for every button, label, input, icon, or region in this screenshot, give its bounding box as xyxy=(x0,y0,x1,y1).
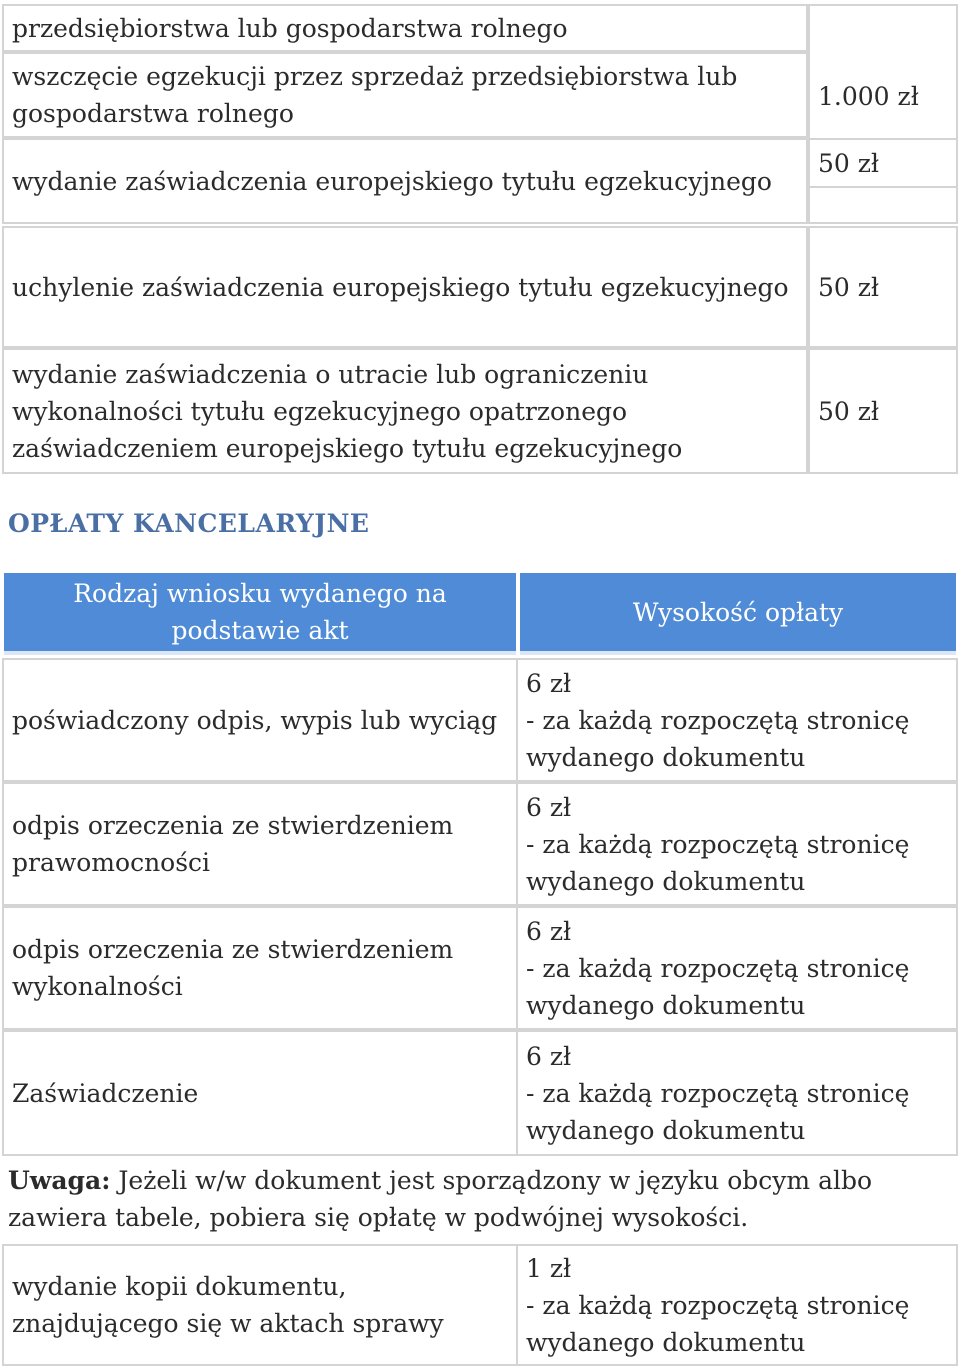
fee-row-5-amount-text: 50 zł xyxy=(818,396,880,426)
fee-row-4-amount xyxy=(808,226,958,348)
office-row-3-fee-line-3: wydanego dokumentu xyxy=(526,990,806,1020)
fee-row-5-amount xyxy=(808,348,958,474)
office-row-3-fee-line-2: - za każdą rozpoczętą stronicę xyxy=(526,953,910,983)
fee-row-1-desc-line-1: przedsiębiorstwa lub gospodarstwa rolnego xyxy=(12,13,568,43)
office-header-type-line-1: Rodzaj wniosku wydanego na xyxy=(73,579,447,608)
office-row-3-desc-line-2: wykonalności xyxy=(12,972,183,1001)
fee-row-4-desc-line-1: uchylenie zaświadczenia europejskiego tytułu egzekucyjnego xyxy=(12,272,789,302)
office-row-3-fee xyxy=(516,906,958,1030)
copy-row-fee-line-3: wydanego dokumentu xyxy=(526,1327,806,1357)
fee-row-2-amount: 1.000 zł xyxy=(818,81,919,111)
office-row-3-fee-line-1: 6 zł xyxy=(526,916,572,946)
office-header-fee-text: Wysokość opłaty xyxy=(632,597,844,627)
fee-row-3-amount xyxy=(808,138,958,224)
note-label: Uwaga: xyxy=(8,1166,111,1195)
office-row-2-fee-line-2: - za każdą rozpoczętą stronicę xyxy=(526,829,910,859)
fee-row-5-desc-line-2: wykonalności tytułu egzekucyjnego opatrzonego xyxy=(12,396,628,426)
office-row-3-desc-line-1: odpis orzeczenia ze stwierdzeniem xyxy=(12,935,454,964)
office-row-2-fee-line-1: 6 zł xyxy=(526,792,572,822)
office-row-4-desc xyxy=(2,1030,518,1156)
office-row-2-fee xyxy=(516,782,958,906)
office-table-header-fee xyxy=(520,573,956,655)
fee-row-3-desc xyxy=(2,138,808,224)
copy-row-desc-line-2: znajdującego się w aktach sprawy xyxy=(12,1309,444,1338)
copy-row-fee-line-1: 1 zł xyxy=(526,1253,572,1283)
office-row-3-desc xyxy=(2,906,518,1030)
fee-row-5-desc xyxy=(2,348,808,474)
copy-row-fee xyxy=(516,1244,958,1366)
note-text: Jeżeli w/w dokument jest sporządzony w języku obcym albo zawiera tabele, pobiera się opłatę w podwójnej wysokości. xyxy=(8,1166,873,1232)
office-row-4-fee xyxy=(516,1030,958,1156)
office-row-1-fee-line-1: 6 zł xyxy=(526,668,572,698)
fee-row-4-desc xyxy=(2,226,808,348)
office-row-2-desc-line-2: prawomocności xyxy=(12,848,211,877)
office-row-4-fee-line-1: 6 zł xyxy=(526,1041,572,1071)
fee-row-2-desc-line-1: wszczęcie egzekucji przez sprzedaż przedsiębiorstwa lub xyxy=(12,62,738,91)
office-row-1-fee xyxy=(516,658,958,782)
office-header-type-line-2: podstawie akt xyxy=(171,616,349,645)
office-row-4-desc-line-1: Zaświadczenie xyxy=(12,1078,199,1108)
fee-row-5-desc-line-1: wydanie zaświadczenia o utracie lub ograniczeniu xyxy=(12,359,649,389)
office-row-2-fee-line-3: wydanego dokumentu xyxy=(526,866,806,896)
office-table-header-type xyxy=(4,573,516,655)
office-row-1-fee-line-3: wydanego dokumentu xyxy=(526,742,806,772)
fee-row-5-desc-line-3: zaświadczeniem europejskiego tytułu egzekucyjnego xyxy=(12,433,683,463)
office-row-2-desc-line-1: odpis orzeczenia ze stwierdzeniem xyxy=(12,811,454,840)
office-row-1-desc xyxy=(2,658,518,782)
office-row-1-desc-line-1: poświadczony odpis, wypis lub wyciąg xyxy=(12,705,498,735)
fee-row-1-desc xyxy=(2,4,808,52)
fee-row-4-amount-text: 50 zł xyxy=(818,272,880,302)
copy-row-desc xyxy=(2,1244,518,1366)
section-title: OPŁATY KANCELARYJNE xyxy=(8,509,370,538)
fee-row-2-desc-line-2: gospodarstwa rolnego xyxy=(12,99,294,128)
office-row-2-desc xyxy=(2,782,518,906)
fee-row-3-desc-line-1: wydanie zaświadczenia europejskiego tytułu egzekucyjnego xyxy=(12,166,772,196)
fee-row-2-desc xyxy=(2,52,808,138)
office-row-4-fee-line-3: wydanego dokumentu xyxy=(526,1115,806,1145)
copy-row-desc-line-1: wydanie kopii dokumentu, xyxy=(12,1272,347,1301)
copy-row-fee-line-2: - za każdą rozpoczętą stronicę xyxy=(526,1290,910,1320)
office-row-1-fee-line-2: - za każdą rozpoczętą stronicę xyxy=(526,705,910,735)
office-row-4-fee-line-2: - za każdą rozpoczętą stronicę xyxy=(526,1078,910,1108)
note-paragraph xyxy=(8,1162,948,1236)
fee-row-3-amount-text: 50 zł xyxy=(818,149,880,178)
